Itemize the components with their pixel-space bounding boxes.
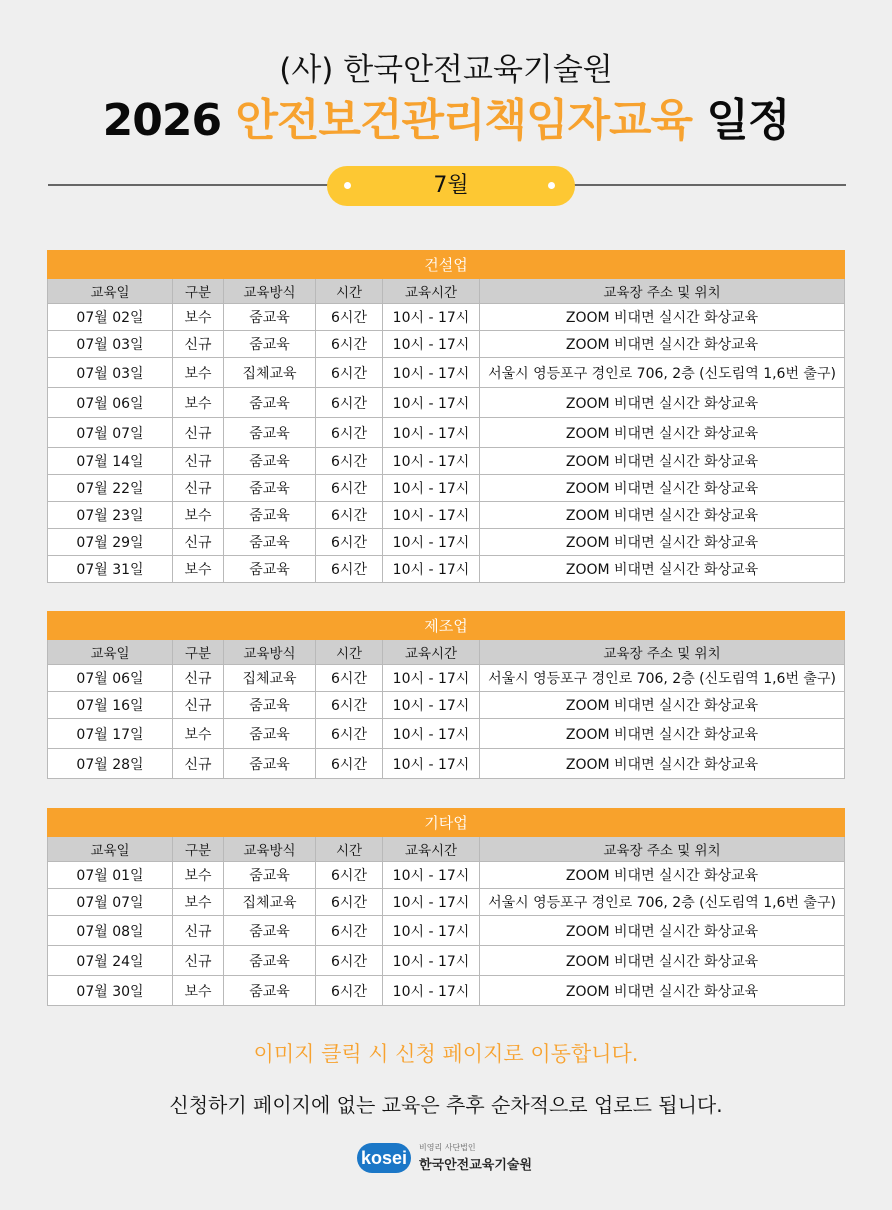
schedule-table [47, 611, 845, 779]
table-cell: 6시간 [316, 749, 383, 779]
table-cell: 10시 - 17시 [383, 529, 480, 556]
table-cell: 07월 22일 [48, 475, 173, 502]
table-row [48, 388, 845, 418]
table-cell: 07월 31일 [48, 556, 173, 583]
table-row [48, 862, 845, 889]
table-cell: 6시간 [316, 916, 383, 946]
table-cell: 07월 07일 [48, 418, 173, 448]
section-title: 기타업 [48, 809, 845, 837]
table-cell: 6시간 [316, 976, 383, 1006]
column-header: 구분 [173, 279, 224, 304]
table-cell: 07월 03일 [48, 331, 173, 358]
table-cell: 줌교육 [224, 946, 316, 976]
table-cell: ZOOM 비대면 실시간 화상교육 [480, 946, 845, 976]
table-cell: ZOOM 비대면 실시간 화상교육 [480, 862, 845, 889]
table-cell: 6시간 [316, 719, 383, 749]
table-cell: 6시간 [316, 889, 383, 916]
table-cell: 10시 - 17시 [383, 665, 480, 692]
table-cell: 10시 - 17시 [383, 719, 480, 749]
table-cell: 07월 01일 [48, 862, 173, 889]
table-cell: ZOOM 비대면 실시간 화상교육 [480, 475, 845, 502]
table-cell: 07월 03일 [48, 358, 173, 388]
upload-notice: 신청하기 페이지에 없는 교육은 추후 순차적으로 업로드 됩니다. [169, 1093, 723, 1117]
table-cell: 보수 [173, 388, 224, 418]
table-cell: 10시 - 17시 [383, 475, 480, 502]
table-row [48, 448, 845, 475]
table-cell: 07월 17일 [48, 719, 173, 749]
table-cell: 줌교육 [224, 502, 316, 529]
table-cell: 신규 [173, 665, 224, 692]
table-cell: 10시 - 17시 [383, 946, 480, 976]
table-cell: 10시 - 17시 [383, 502, 480, 529]
table-cell: ZOOM 비대면 실시간 화상교육 [480, 331, 845, 358]
table-cell: 보수 [173, 862, 224, 889]
table-cell: 10시 - 17시 [383, 331, 480, 358]
table-cell: 07월 24일 [48, 946, 173, 976]
schedule-section [47, 808, 844, 1006]
table-cell: 신규 [173, 331, 224, 358]
table-cell: ZOOM 비대면 실시간 화상교육 [480, 916, 845, 946]
table-cell: 6시간 [316, 665, 383, 692]
table-cell: 신규 [173, 749, 224, 779]
column-header: 교육방식 [224, 279, 316, 304]
schedule-table [47, 808, 845, 1006]
table-cell: 6시간 [316, 418, 383, 448]
title-year: 2026 [102, 95, 222, 146]
table-cell: 신규 [173, 418, 224, 448]
table-cell: ZOOM 비대면 실시간 화상교육 [480, 502, 845, 529]
table-cell: 10시 - 17시 [383, 556, 480, 583]
table-cell: 6시간 [316, 358, 383, 388]
table-row [48, 304, 845, 331]
table-cell: 줌교육 [224, 556, 316, 583]
logo-name: 한국안전교육기술원 [419, 1158, 533, 1173]
pill-dot-right [548, 182, 555, 189]
table-cell: 서울시 영등포구 경인로 706, 2층 (신도림역 1,6번 출구) [480, 889, 845, 916]
table-cell: 줌교육 [224, 916, 316, 946]
column-header: 교육일 [48, 279, 173, 304]
column-header: 교육일 [48, 837, 173, 862]
table-cell: 신규 [173, 692, 224, 719]
table-cell: 07월 23일 [48, 502, 173, 529]
column-header: 교육방식 [224, 640, 316, 665]
table-cell: 줌교육 [224, 448, 316, 475]
table-cell: 신규 [173, 529, 224, 556]
table-cell: 10시 - 17시 [383, 889, 480, 916]
column-header: 구분 [173, 640, 224, 665]
table-row [48, 665, 845, 692]
table-cell: 줌교육 [224, 692, 316, 719]
table-cell: 줌교육 [224, 331, 316, 358]
table-cell: 줌교육 [224, 529, 316, 556]
table-cell: 6시간 [316, 556, 383, 583]
table-cell: 10시 - 17시 [383, 418, 480, 448]
table-row [48, 556, 845, 583]
table-cell: 6시간 [316, 331, 383, 358]
table-row [48, 692, 845, 719]
table-cell: ZOOM 비대면 실시간 화상교육 [480, 529, 845, 556]
table-cell: 보수 [173, 976, 224, 1006]
table-cell: 07월 29일 [48, 529, 173, 556]
table-row [48, 749, 845, 779]
click-notice[interactable]: 이미지 클릭 시 신청 페이지로 이동합니다. [253, 1042, 639, 1066]
table-cell: 줌교육 [224, 475, 316, 502]
table-cell: 집체교육 [224, 889, 316, 916]
section-title: 건설업 [48, 251, 845, 279]
table-cell: 07월 06일 [48, 665, 173, 692]
table-cell: 10시 - 17시 [383, 692, 480, 719]
table-cell: 집체교육 [224, 358, 316, 388]
table-cell: 줌교육 [224, 304, 316, 331]
table-cell: 줌교육 [224, 749, 316, 779]
table-cell: 07월 06일 [48, 388, 173, 418]
table-cell: 07월 08일 [48, 916, 173, 946]
table-cell: 보수 [173, 556, 224, 583]
table-cell: ZOOM 비대면 실시간 화상교육 [480, 304, 845, 331]
table-row [48, 916, 845, 946]
main-title [0, 84, 892, 148]
table-cell: 10시 - 17시 [383, 358, 480, 388]
table-cell: 보수 [173, 719, 224, 749]
table-cell: 10시 - 17시 [383, 304, 480, 331]
section-title: 제조업 [48, 612, 845, 640]
title-suffix: 일정 [706, 95, 790, 146]
table-cell: 집체교육 [224, 665, 316, 692]
table-row [48, 418, 845, 448]
org-title: (사) 한국안전교육기술원 [279, 52, 613, 88]
schedule-table [47, 250, 845, 583]
table-row [48, 976, 845, 1006]
table-cell: 10시 - 17시 [383, 749, 480, 779]
table-cell: ZOOM 비대면 실시간 화상교육 [480, 749, 845, 779]
column-header: 교육방식 [224, 837, 316, 862]
table-cell: 줌교육 [224, 388, 316, 418]
table-cell: ZOOM 비대면 실시간 화상교육 [480, 556, 845, 583]
table-cell: 07월 07일 [48, 889, 173, 916]
column-header: 교육시간 [383, 640, 480, 665]
table-row [48, 529, 845, 556]
table-cell: ZOOM 비대면 실시간 화상교육 [480, 976, 845, 1006]
table-row [48, 502, 845, 529]
table-row [48, 358, 845, 388]
column-header: 교육장 주소 및 위치 [480, 279, 845, 304]
table-cell: 6시간 [316, 502, 383, 529]
table-cell: 6시간 [316, 692, 383, 719]
logo-tagline: 비영리 사단법인 [419, 1143, 476, 1152]
table-cell: 6시간 [316, 475, 383, 502]
title-course: 안전보건관리책임자교육 [235, 95, 692, 146]
table-cell: 신규 [173, 946, 224, 976]
column-header: 시간 [316, 279, 383, 304]
column-header: 시간 [316, 837, 383, 862]
table-cell: 서울시 영등포구 경인로 706, 2층 (신도림역 1,6번 출구) [480, 358, 845, 388]
table-cell: 6시간 [316, 862, 383, 889]
table-cell: ZOOM 비대면 실시간 화상교육 [480, 448, 845, 475]
column-header: 교육시간 [383, 837, 480, 862]
table-cell: 07월 30일 [48, 976, 173, 1006]
table-cell: ZOOM 비대면 실시간 화상교육 [480, 388, 845, 418]
table-cell: 줌교육 [224, 719, 316, 749]
table-cell: 07월 28일 [48, 749, 173, 779]
table-row [48, 331, 845, 358]
table-cell: ZOOM 비대면 실시간 화상교육 [480, 719, 845, 749]
table-cell: 6시간 [316, 304, 383, 331]
table-cell: 07월 16일 [48, 692, 173, 719]
table-cell: 서울시 영등포구 경인로 706, 2층 (신도림역 1,6번 출구) [480, 665, 845, 692]
month-pill [327, 166, 575, 206]
table-cell: 보수 [173, 889, 224, 916]
table-cell: 6시간 [316, 448, 383, 475]
table-row [48, 889, 845, 916]
table-cell: 줌교육 [224, 976, 316, 1006]
table-cell: 보수 [173, 304, 224, 331]
table-cell: 07월 14일 [48, 448, 173, 475]
table-cell: 10시 - 17시 [383, 916, 480, 946]
table-cell: 6시간 [316, 946, 383, 976]
column-header: 교육장 주소 및 위치 [480, 837, 845, 862]
table-cell: ZOOM 비대면 실시간 화상교육 [480, 418, 845, 448]
column-header: 교육일 [48, 640, 173, 665]
table-cell: 보수 [173, 358, 224, 388]
table-row [48, 475, 845, 502]
table-cell: 07월 02일 [48, 304, 173, 331]
pill-dot-left [344, 182, 351, 189]
table-cell: 신규 [173, 916, 224, 946]
schedule-section [47, 250, 844, 583]
table-cell: 6시간 [316, 529, 383, 556]
table-cell: 10시 - 17시 [383, 388, 480, 418]
table-cell: 10시 - 17시 [383, 976, 480, 1006]
column-header: 구분 [173, 837, 224, 862]
table-cell: 6시간 [316, 388, 383, 418]
table-cell: 줌교육 [224, 418, 316, 448]
column-header: 교육시간 [383, 279, 480, 304]
table-row [48, 946, 845, 976]
table-cell: ZOOM 비대면 실시간 화상교육 [480, 692, 845, 719]
table-cell: 10시 - 17시 [383, 862, 480, 889]
table-cell: 줌교육 [224, 862, 316, 889]
schedule-section [47, 611, 844, 779]
column-header: 교육장 주소 및 위치 [480, 640, 845, 665]
table-cell: 신규 [173, 475, 224, 502]
table-cell: 10시 - 17시 [383, 448, 480, 475]
column-header: 시간 [316, 640, 383, 665]
kosei-logo-mark: kosei [357, 1143, 411, 1173]
table-cell: 보수 [173, 502, 224, 529]
table-row [48, 719, 845, 749]
table-cell: 신규 [173, 448, 224, 475]
month-label: 7월 [433, 173, 469, 198]
